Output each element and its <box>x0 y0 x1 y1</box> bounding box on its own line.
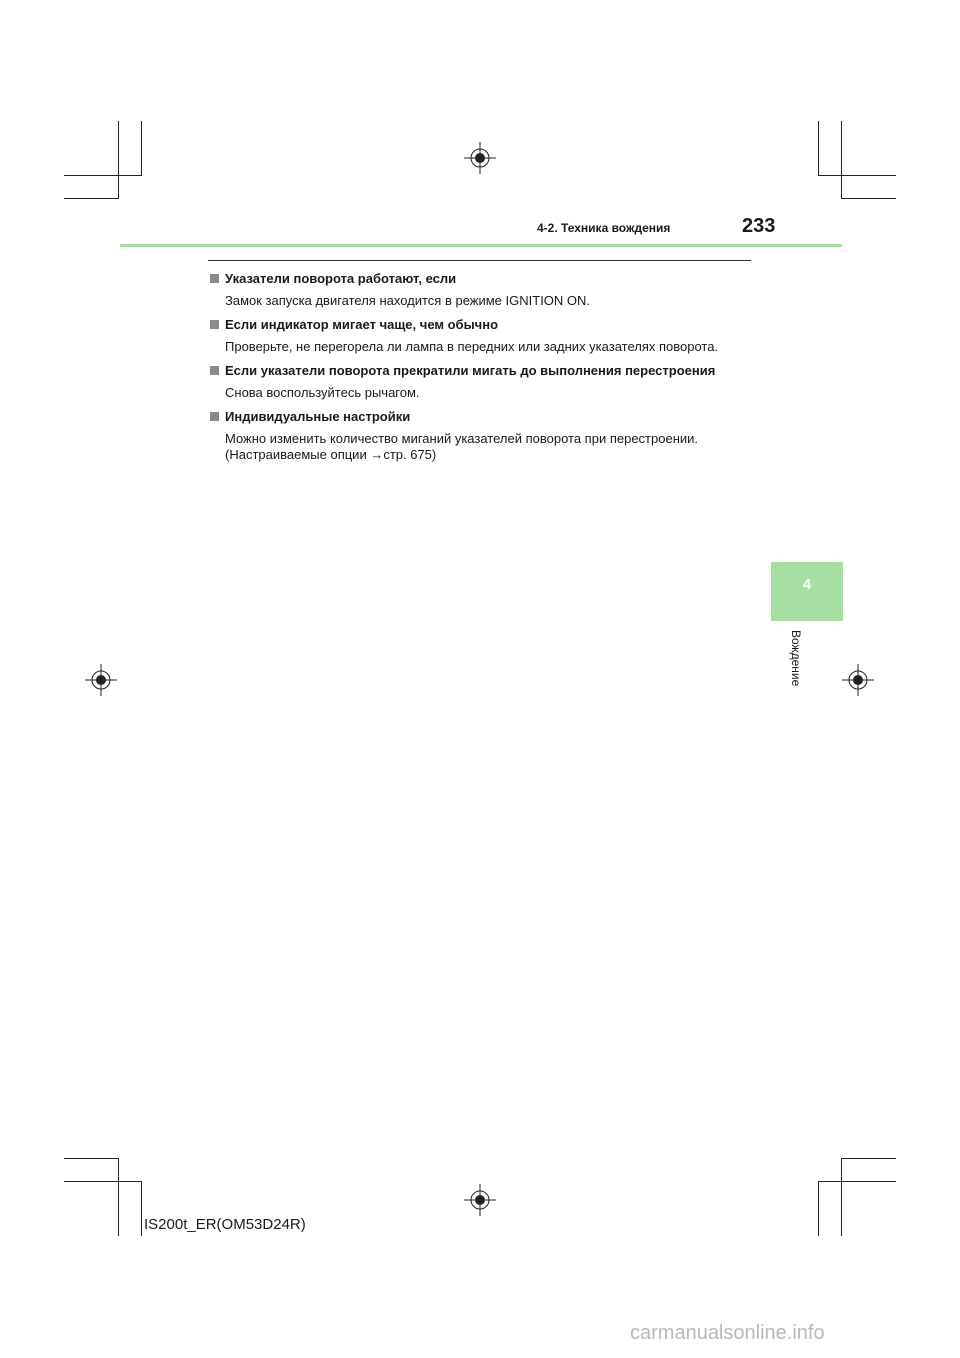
page-number: 233 <box>742 215 776 237</box>
chapter-tab[interactable] <box>771 562 843 621</box>
item-heading-text: Если указатели поворота прекратили мигать до выполнения перестроения <box>225 363 716 378</box>
item-heading <box>210 270 770 287</box>
crop-mark <box>64 175 142 176</box>
item-body: Замок запуска двигателя находится в режиме IGNITION ON. <box>225 293 591 308</box>
crop-mark <box>841 1158 896 1159</box>
registration-mark-icon <box>464 142 496 174</box>
item-heading-text: Индивидуальные настройки <box>225 409 411 424</box>
section-title: 4-2. Техника вождения <box>537 221 671 235</box>
crop-mark <box>841 1158 842 1236</box>
item-heading-text: Если индикатор мигает чаще, чем обычно <box>225 317 499 332</box>
list-item <box>210 316 770 355</box>
content-divider <box>208 260 751 261</box>
document-code: IS200t_ER(OM53D24R) <box>144 1216 306 1233</box>
item-body: Проверьте, не перегорела ли лампа в передних или задних указателях поворота. <box>225 339 719 354</box>
crop-mark <box>841 121 842 199</box>
chapter-number: 4 <box>802 576 812 593</box>
registration-mark-icon <box>85 664 117 696</box>
item-heading-text: Указатели поворота работают, если <box>225 271 457 286</box>
square-bullet-icon <box>210 366 219 375</box>
content-area <box>210 270 770 470</box>
header-divider <box>120 244 842 247</box>
list-item <box>210 408 770 463</box>
item-heading <box>210 362 770 379</box>
item-body: Можно изменить количество миганий указателей поворота при перестроении. (Настраиваемые опции →стр. 675) <box>225 431 699 462</box>
crop-mark <box>64 1158 119 1159</box>
list-item <box>210 270 770 309</box>
crop-mark <box>818 175 896 176</box>
item-heading <box>210 408 770 425</box>
square-bullet-icon <box>210 412 219 421</box>
crop-mark <box>818 121 819 176</box>
crop-mark <box>818 1181 896 1182</box>
item-body: Снова воспользуйтесь рычагом. <box>225 385 420 400</box>
chapter-label: Вождение <box>789 630 803 687</box>
crop-mark <box>841 198 896 199</box>
crop-mark <box>64 1181 142 1182</box>
list-item <box>210 362 770 401</box>
crop-mark <box>141 1181 142 1236</box>
crop-mark <box>118 121 119 199</box>
crop-mark <box>64 198 119 199</box>
crop-mark <box>118 1158 119 1236</box>
square-bullet-icon <box>210 274 219 283</box>
watermark: carmanualsonline.info <box>630 1322 825 1344</box>
crop-mark <box>818 1181 819 1236</box>
registration-mark-icon <box>464 1184 496 1216</box>
crop-mark <box>141 121 142 176</box>
item-heading <box>210 316 770 333</box>
square-bullet-icon <box>210 320 219 329</box>
registration-mark-icon <box>842 664 874 696</box>
